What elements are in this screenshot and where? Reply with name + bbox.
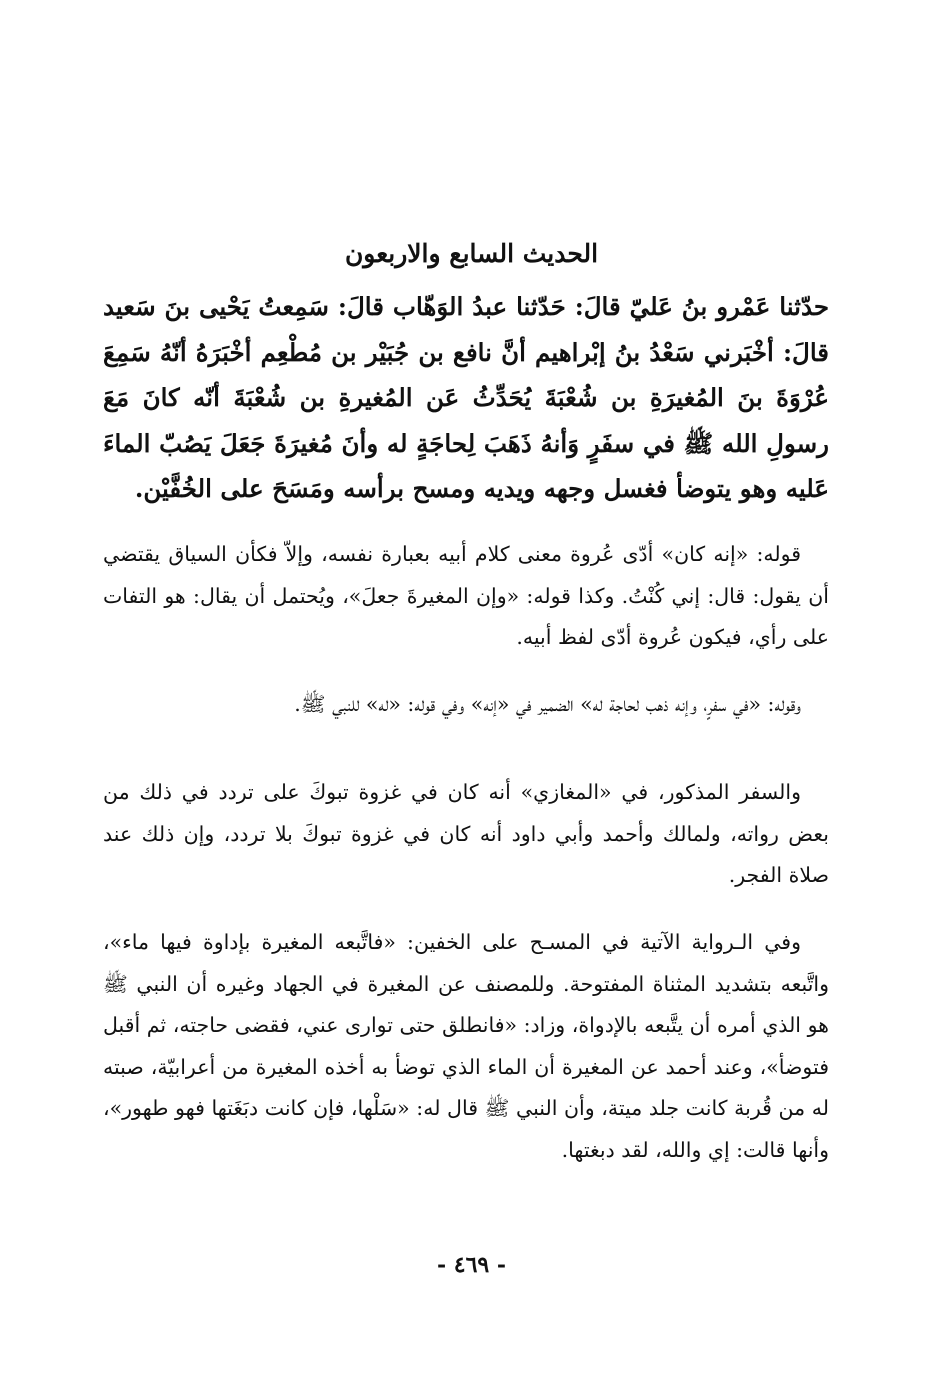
commentary-paragraph-4: وفي الـرواية الآتية في المسـح على الخفين: «فاتَّبعه المغيرة بإداوة فيها ماء»، واتَّبعه بتشديد المثناة المفتوحة. وللمصنف عن المغيرة في الجهاد وغيره أن النبي ﷺ هو الذي أمره أن يتَّبعه بالإدواة، وزاد: «فانطلق حتى توارى عني، فقضى حاجته، ثم أقبل فتوضأ»، وعند أحمد عن المغيرة أن الماء الذي توضأ به أخذه المغيرة من أعرابيّة، صبته له من قُربة كانت جلد ميتة، وأن النبي ﷺ قال له: «سَلْها، فإن كانت دبَغَتها فهو طهور»، وأنها قالت: إي والله، لقد دبغتها.: [103, 930, 829, 1162]
chapter-title: الحديث السابع والاربعون: [344, 239, 599, 268]
page-number: - ٤٦٩ -: [436, 1252, 507, 1278]
hadith-text: حدّثنا عَمْرو بنُ عَليّ قالَ: حَدّثنا عبدُ الوَهّاب قالَ: سَمِعتُ يَحْيى بنَ سَعيد قالَ: أخْبَرني سَعْدُ بنُ إبْراهيم أنَّ نافع بن جُبَيْر بن مُطْعِم أخْبَرَهُ أنّهُ سَمِعَ عُرْوَةَ بنَ المُغيرَةِ بن شُعْبَةَ يُحَدِّثُ عَن المُغيرةِ بن شُعْبَةَ أنّه كانَ مَعَ رسولِ الله ﷺ في سفَرٍ وَأنهُ ذَهَبَ لِحاجَةٍ له وأنَ مُغيرَةَ جَعَلَ يَصُبّ الماءَ عَليه وهو يتوضأ فغسل وجهه ويديه ومسح برأسه ومَسَحَ على الخُفَّيْن.: [103, 292, 829, 503]
commentary-paragraph-1: قوله: «إنه كان» أدّى عُروة معنى كلام أبيه بعبارة نفسه، وإلاّ فكأن السياق يقتضي أن يقول: قال: إني كُنْتُ. وكذا قوله: «وإن المغيرةَ جعلَ»، ويُحتمل أن يقال: هو التفات على رأي، فيكون عُروة أدّى لفظ أبيه.: [103, 542, 829, 649]
commentary-paragraph-2: وقوله: «في سفرٍ، وإنه ذهب لحاجة له» الضمير في «إنه» وفي قوله: «له» للنبي ﷺ.: [294, 692, 801, 716]
commentary-paragraph-3: والسفر المذكور، في «المغازي» أنه كان في غزوة تبوكَ على تردد في ذلك من بعض رواته، ولمالك وأحمد وأبي داود أنه كان في غزوة تبوكَ بلا تردد، وإن ذلك عند صلاة الفجر.: [103, 780, 829, 887]
